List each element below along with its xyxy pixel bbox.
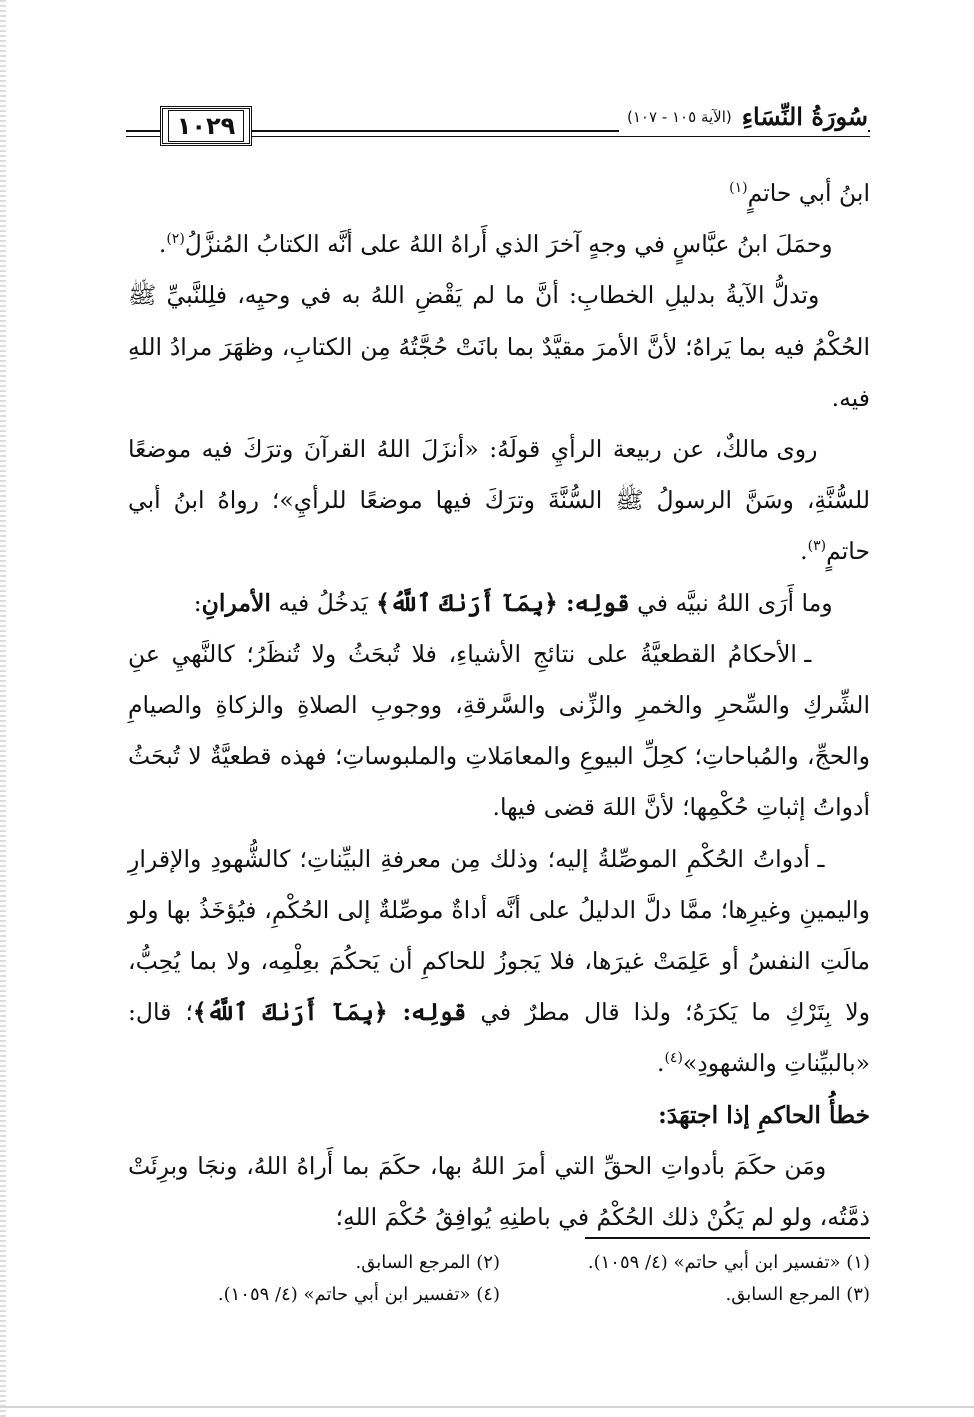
paragraph-1-text: ابنُ أبي حاتمٍ bbox=[747, 179, 870, 207]
page-number: ١٠٢٩ bbox=[168, 110, 245, 142]
page-number-box bbox=[160, 106, 252, 146]
paragraph-1 bbox=[128, 168, 870, 219]
scan-edge-left bbox=[0, 0, 6, 1417]
paragraph-5-bold-term: الأمرانِ bbox=[201, 588, 271, 617]
paragraph-5-mid: يَدخُلُ فيه bbox=[270, 588, 368, 617]
paragraph-5-bold-word: قولِه: bbox=[565, 588, 630, 617]
footnote-ref-3: (٣) bbox=[807, 538, 827, 555]
paragraph-2 bbox=[128, 219, 870, 270]
footnote-row-1 bbox=[128, 1248, 870, 1280]
paragraph-8-text: ومَن حكَمَ بأدواتِ الحقِّ التي أمرَ اللهُ بها، حكَمَ بما أَراهُ اللهُ، ونجَا وبرِئَتْ ذمَّتُه، ولو لم يَكُنْ ذلك الحُكْمُ في باطنِهِ يُوافِقُ حُكْمَ اللهِ؛ bbox=[128, 1151, 870, 1232]
paragraph-5-end: : bbox=[193, 588, 202, 617]
paragraph-4-text: روى مالكٌ، عن ربيعة الرأيِ قولَهُ: «أنزَلَ اللهُ القرآنَ وترَكَ فيه موضعًا للسُّنَّةِ، وسَنَّ الرسولُ ﷺ السُّنَّةَ وترَكَ فيها موضعًا للرأيِ»؛ رواهُ ابنُ أبي حاتمٍ bbox=[128, 435, 870, 566]
quran-quote-2: ﴿بِمَآ أَرَىٰكَ ٱللَّهُ﴾ bbox=[192, 998, 403, 1027]
paragraph-8 bbox=[128, 1141, 870, 1243]
footnotes bbox=[128, 1248, 870, 1312]
section-heading: خطأُ الحاكمِ إذا اجتهَدَ: bbox=[658, 1100, 870, 1129]
footnote-ref-4: (٤) bbox=[664, 1050, 683, 1067]
paragraph-6 bbox=[128, 629, 870, 834]
paragraph-2-end: . bbox=[158, 230, 167, 259]
paragraph-5-text: وما أَرَى اللهُ نبيَّه في bbox=[629, 588, 833, 617]
scan-edge-bottom bbox=[0, 1406, 974, 1408]
paragraph-7-end: ؛ قال: «بالبيِّناتِ والشهودِ» bbox=[128, 998, 870, 1078]
ayah-range: (الآية ١٠٥ - ١٠٧) bbox=[627, 108, 732, 126]
paragraph-7-final: . bbox=[656, 1049, 665, 1078]
paragraph-7-text: ـ أدواتُ الحُكْمِ الموصِّلةُ إليه؛ وذلك مِن معرفةِ البيِّناتِ؛ كالشُّهودِ والإقرارِ واليمينِ وغيرِها؛ ممَّا دلَّ الدليلُ على أنَّه أداةٌ موصِّلةٌ إلى الحُكْمِ، فيُؤخَذُ بها ولو مالَتِ النفسُ أو عَلِمَتْ غيرَها، فلا يَجوزُ للحاكمِ أن يَحكُمَ بعِلْمِه، ولا بما يُحِبُّ، ولا بِتَرْكِ ما يَكرَهُ؛ ولذا قال مطرٌ في bbox=[128, 844, 870, 1027]
surah-name: سُورَةُ النِّسَاءِ bbox=[741, 102, 868, 131]
paragraph-4-end: . bbox=[800, 537, 808, 566]
paragraph-5 bbox=[128, 578, 870, 629]
footnote-3: (٣) المرجع السابق. bbox=[725, 1284, 870, 1305]
paragraph-2-text: وحمَلَ ابنُ عبَّاسٍ في وجهٍ آخرَ الذي أَراهُ اللهُ على أنَّه الكتابُ المُنزَّلُ bbox=[184, 230, 833, 259]
body-text bbox=[128, 168, 870, 1243]
footnote-ref-2: (٢) bbox=[166, 231, 185, 248]
footnote-4: (٤) «تفسير ابن أبي حاتم» (٤/ ١٠٥٩). bbox=[217, 1284, 500, 1305]
footnote-rule bbox=[585, 1237, 870, 1239]
footnote-2: (٢) المرجع السابق. bbox=[355, 1252, 500, 1273]
running-head bbox=[619, 102, 868, 132]
footnote-row-2 bbox=[128, 1280, 870, 1312]
paragraph-3 bbox=[128, 270, 870, 424]
footnote-1: (١) «تفسير ابن أبي حاتم» (٤/ ١٠٥٩). bbox=[587, 1252, 870, 1273]
paragraph-7-bold-word: قولِه: bbox=[402, 998, 467, 1027]
footnote-ref-1: (١) bbox=[729, 180, 748, 197]
paragraph-4 bbox=[128, 424, 870, 578]
page-header bbox=[126, 100, 870, 158]
paragraph-3-text: وتدلُّ الآيةُ بدليلِ الخطابِ: أنَّ ما لم يَقْضِ اللهُ به في وحيِه، فلِلنَّبيِّ ﷺ الحُكْمُ فيه بما يَراهُ؛ لأنَّ الأمرَ مقيَّدٌ بما بانَتْ حُجَّتُهُ مِن الكتابِ، وظهَرَ مرادُ اللهِ فيه. bbox=[128, 281, 870, 412]
paragraph-6-text: ـ الأحكامُ القطعيَّةُ على نتائجِ الأشياءِ، فلا تُبحَثُ ولا تُنظَرُ؛ كالنَّهيِ عنِ الشِّركِ والسِّحرِ والخمرِ والزِّنى والسَّرقةِ، ووجوبِ الصلاةِ والزكاةِ والصيامِ والحجِّ، والمُباحاتِ؛ كحِلِّ البيوعِ والمعامَلاتِ والملبوساتِ؛ فهذه قطعيَّةٌ لا تُبحَثُ أدواتُ إثباتِ حُكْمِها؛ لأنَّ اللهَ قضى فيها. bbox=[128, 639, 870, 822]
paragraph-7 bbox=[128, 834, 870, 1090]
quran-quote-1: ﴿بِمَآ أَرَىٰكَ ٱللَّهُ﴾ bbox=[367, 588, 566, 617]
